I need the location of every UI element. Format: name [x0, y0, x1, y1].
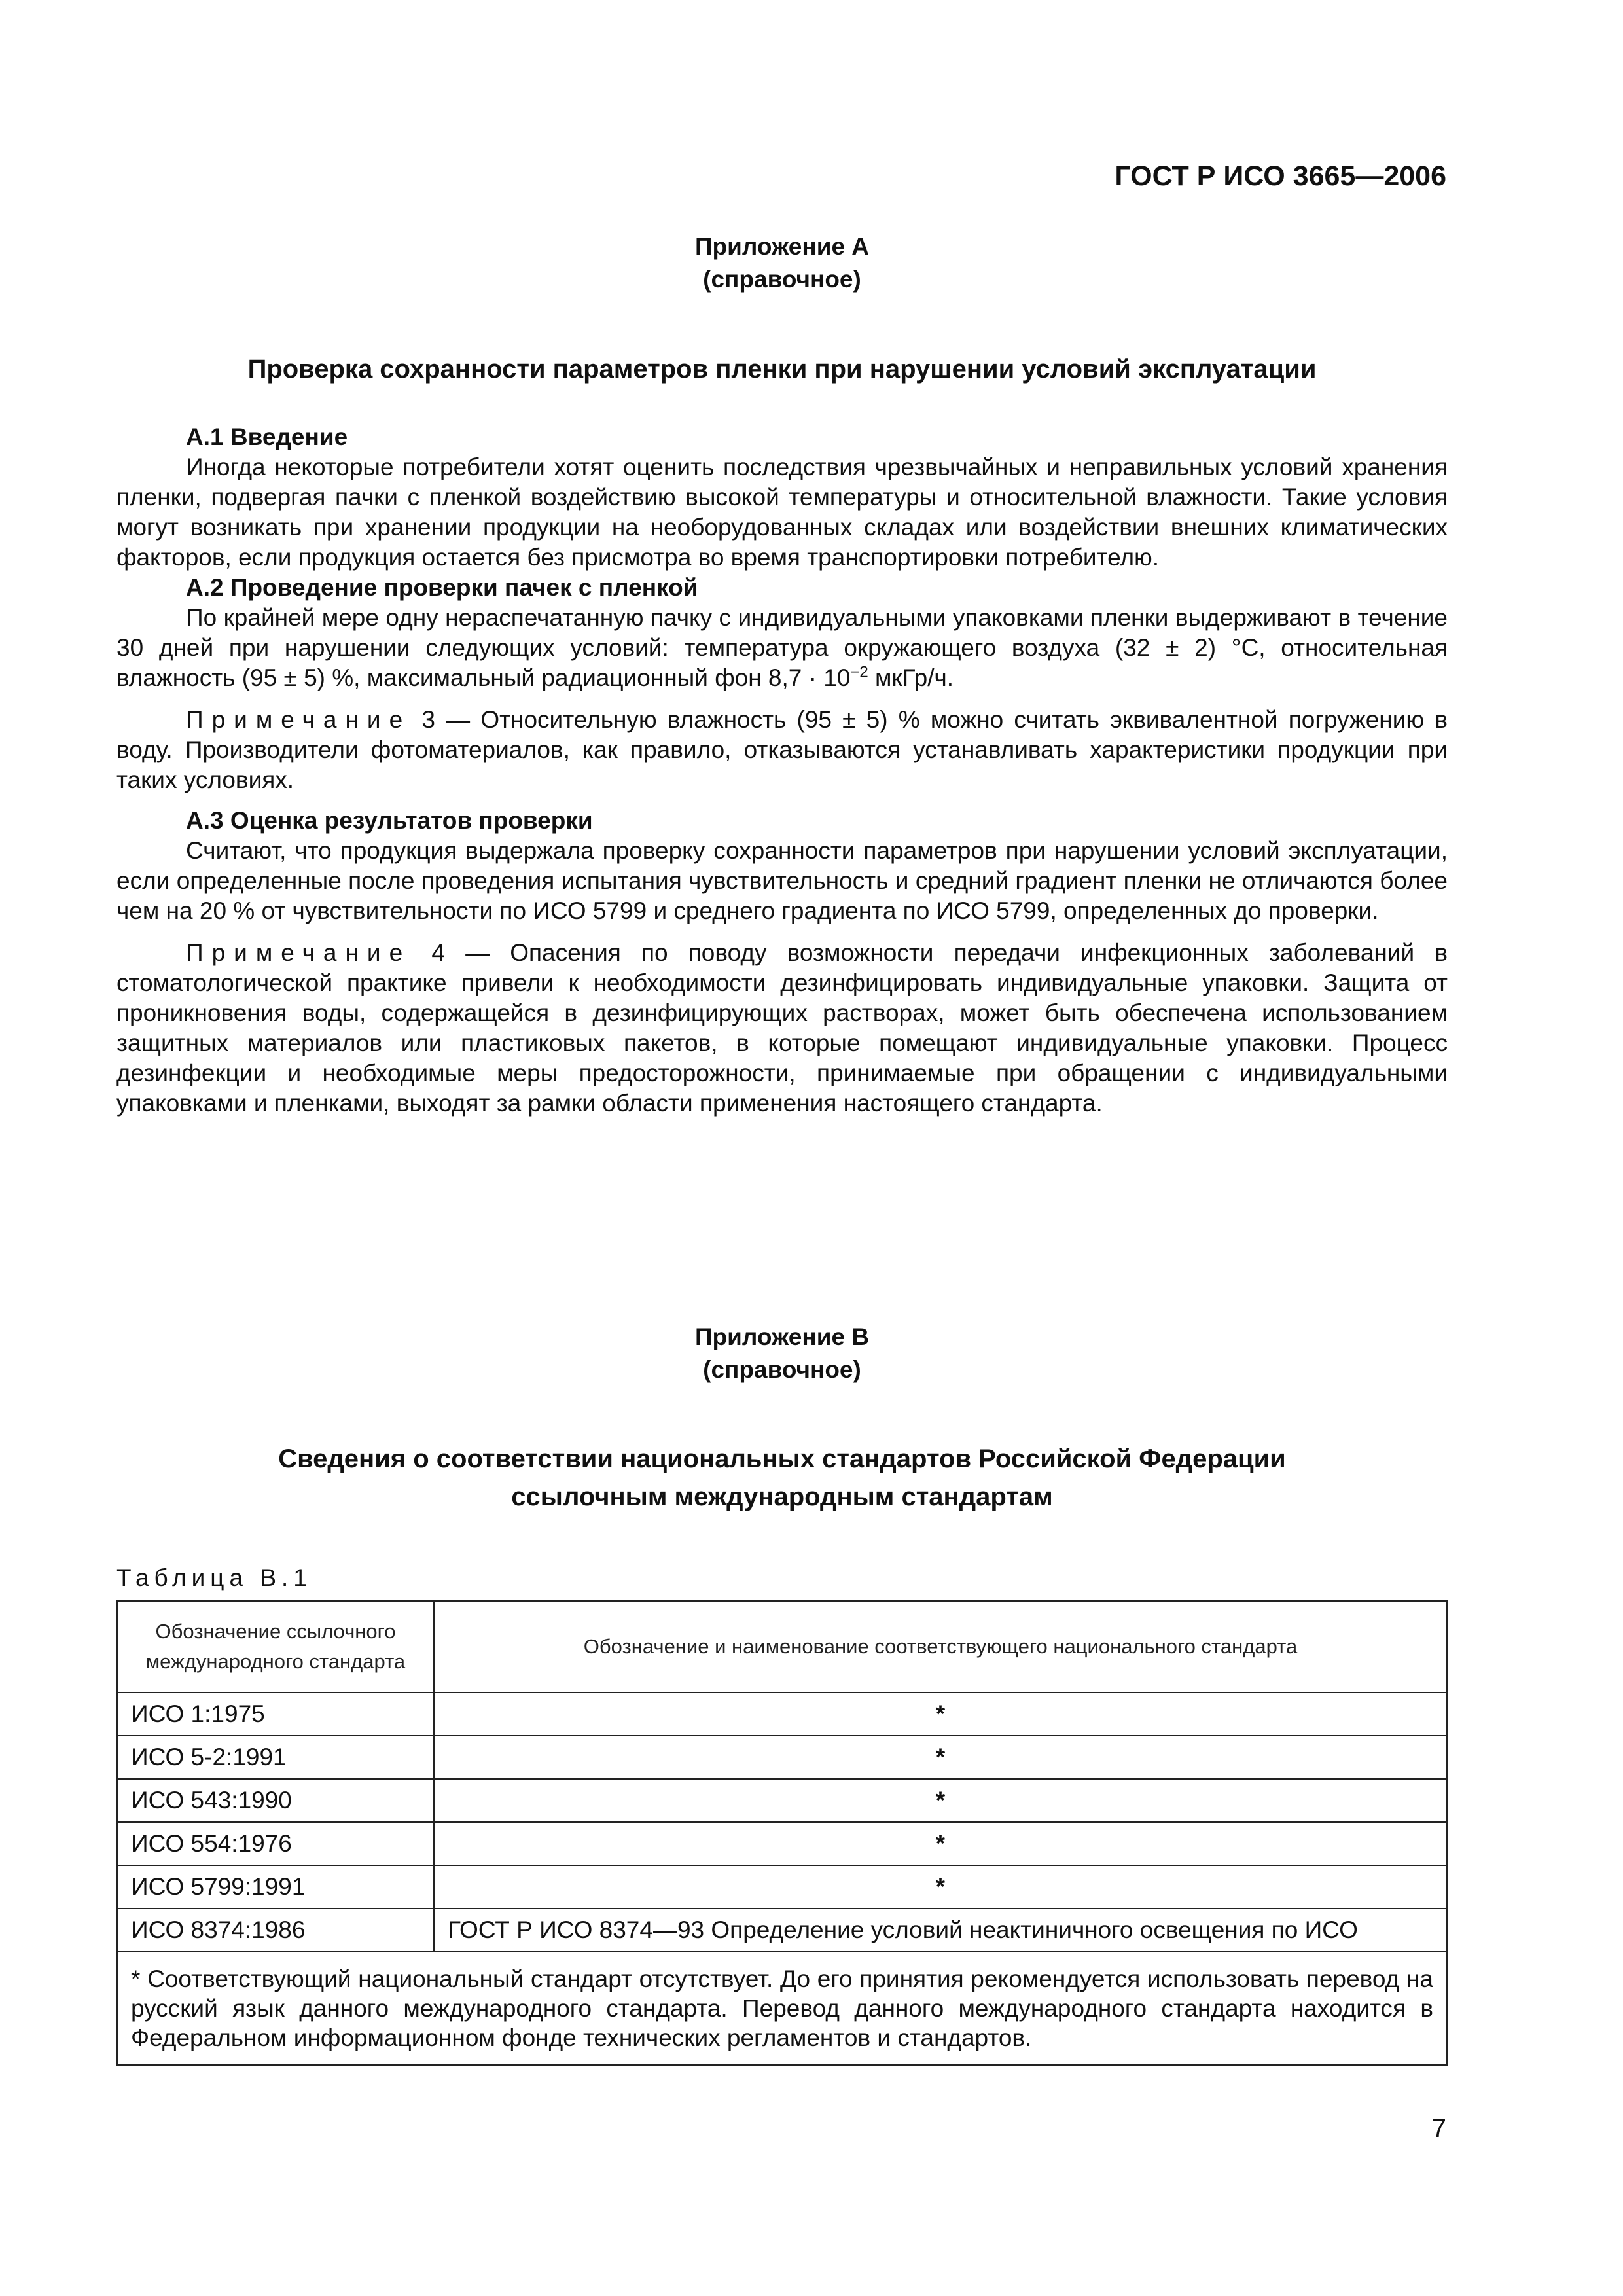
table-cell-national: * [434, 1865, 1447, 1909]
annex-b-title-line2: ссылочным международным стандартам [511, 1482, 1053, 1511]
note-4-lead: Примечание [186, 939, 412, 966]
note-3 [116, 705, 1448, 795]
section-a2-heading: А.2 Проведение проверки пачек с пленкой [186, 574, 698, 601]
note-3-lead: Примечание [186, 706, 412, 733]
table-header-national: Обозначение и наименование соответствующего национального стандарта [434, 1601, 1447, 1693]
annex-b-header [116, 1321, 1448, 1386]
table-row [117, 1865, 1447, 1909]
table-row [117, 1822, 1447, 1865]
table-cell-national: ГОСТ Р ИСО 8374—93 Определение условий неактиничного освещения по ИСО [434, 1909, 1447, 1952]
section-a1-heading: А.1 Введение [186, 423, 348, 450]
table-row [117, 1779, 1447, 1822]
table-cell-ref: ИСО 554:1976 [117, 1822, 434, 1865]
note-4-text: 4 — Опасения по поводу возможности передачи инфекционных заболеваний в стоматологической практике привели к необходимости дезинфицировать индивидуальные упаковки. Защита от проникновения воды, содержащейся в дезинфицирующих растворах, может быть обеспечена использованием защитных материалов или пластиковых пакетов, в которые помещают индивидуальные упаковки. Процесс дезинфекции и необходимые меры предосторожности, принимаемые при обращении с индивидуальными упаковками и пленками, выходят за рамки области применения настоящего стандарта. [116, 939, 1448, 1117]
table-cell-ref: ИСО 5-2:1991 [117, 1736, 434, 1779]
annex-b-title [116, 1440, 1448, 1516]
table-cell-ref: ИСО 5799:1991 [117, 1865, 434, 1909]
table-cell-ref: ИСО 8374:1986 [117, 1909, 434, 1952]
table-row [117, 1909, 1447, 1952]
table-cell-ref: ИСО 543:1990 [117, 1779, 434, 1822]
page-number: 7 [1431, 2114, 1446, 2143]
annex-b-title-line1: Сведения о соответствии национальных стандартов Российской Федерации [278, 1444, 1286, 1473]
annex-a-type: (справочное) [703, 266, 861, 293]
section-a1-text: Иногда некоторые потребители хотят оценить последствия чрезвычайных и неправильных условий хранения пленки, подвергая пачки с пленкой воздействию высокой температуры и относительной влажности. Такие условия могут возникать при хранении продукции на необорудованных складах или воздействии внешних климатических факторов, если продукция остается без присмотра во время транспортировки потребителю. [116, 454, 1448, 571]
annex-a-label: Приложение А [694, 233, 870, 260]
section-a3-text: Считают, что продукция выдержала проверку сохранности параметров при нарушении условий эксплуатации, если определенные после проведения испытания чувствительность и средний градиент пленки не отличаются более чем на 20 % от чувствительности по ИСО 5799 и среднего градиента по ИСО 5799, определенных до проверки. [116, 837, 1448, 924]
annex-b-label: Приложение В [694, 1323, 870, 1350]
table-footnote: * Соответствующий национальный стандарт отсутствует. До его принятия рекомендуется использовать перевод на русский язык данного международного стандарта. Перевод данного международного стандарта находится в Федеральном информационном фонде технических регламентов и стандартов. [117, 1952, 1447, 2065]
table-cell-national: * [434, 1736, 1447, 1779]
table-cell-ref: ИСО 1:1975 [117, 1693, 434, 1736]
note-3-text: 3 — Относительную влажность (95 ± 5) % можно считать эквивалентной погружению в воду. Производители фотоматериалов, как правило, отказываются устанавливать характеристики продукции при таких условиях. [116, 706, 1448, 793]
table-cell-national: * [434, 1779, 1447, 1822]
annex-a-body [116, 422, 1448, 1119]
section-a3-heading: А.3 Оценка результатов проверки [186, 807, 593, 834]
section-a2-unit: мкГр/ч. [868, 664, 954, 691]
table-row [117, 1693, 1447, 1736]
document-code: ГОСТ Р ИСО 3665—2006 [1115, 160, 1446, 192]
table-row [117, 1736, 1447, 1779]
table-cell-national: * [434, 1693, 1447, 1736]
section-a2-exponent: −2 [850, 663, 868, 681]
annex-a-title: Проверка сохранности параметров пленки при нарушении условий эксплуатации [247, 355, 1317, 384]
annex-b-type: (справочное) [703, 1356, 861, 1383]
annex-a-header [116, 230, 1448, 296]
table-cell-national: * [434, 1822, 1447, 1865]
section-a2-text-main: По крайней мере одну нераспечатанную пачку с индивидуальными упаковками пленки выдерживают в течение 30 дней при нарушении следующих условий: температура окружающего воздуха (32 ± 2) °С, относительная влажность (95 ± 5) %, максимальный радиационный фон 8,7 · 10 [116, 604, 1448, 691]
note-4 [116, 938, 1448, 1119]
reference-table [116, 1600, 1448, 2066]
table-footnote-row [117, 1952, 1447, 2065]
table-caption: Таблица В.1 [116, 1564, 312, 1591]
table-header-ref: Обозначение ссылочного международного стандарта [117, 1601, 434, 1693]
table-header-row [117, 1601, 1447, 1693]
section-a2-text [116, 603, 1448, 693]
